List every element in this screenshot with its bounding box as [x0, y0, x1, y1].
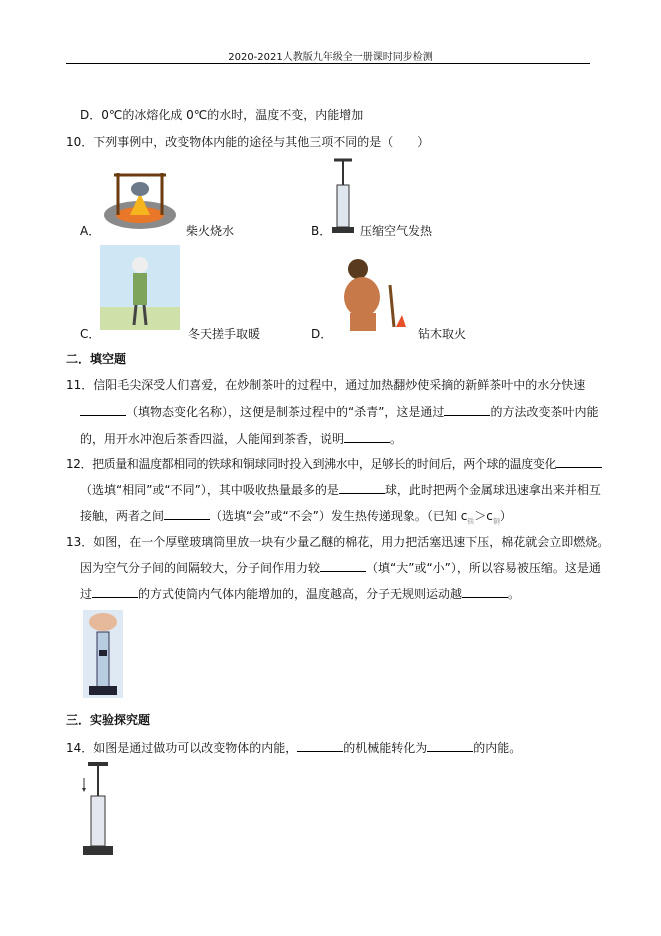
q10-option-c-letter: C．	[80, 327, 101, 341]
q12-text: 接触，两者之间	[80, 509, 165, 523]
q10-option-a-letter: A．	[80, 224, 101, 238]
q10-option-d-text: 钻木取火	[418, 327, 467, 341]
q10-option-b-text: 压缩空气发热	[360, 224, 433, 238]
q12-text: 球，此时把两个金属球迅速拿出来并相互	[384, 483, 601, 497]
q13-blank-1[interactable]	[320, 559, 366, 572]
q10-option-a-text: 柴火烧水	[186, 224, 235, 238]
page-header: 2020-2021人教版九年级全一册课时同步检测	[228, 52, 433, 63]
q12-line2	[80, 481, 601, 498]
q12-blank-2[interactable]	[339, 481, 385, 494]
glass-tube-piston-photo	[83, 610, 123, 698]
q10-option-c-text: 冬天搓手取暖	[188, 327, 261, 341]
q10-option-d-letter: D．	[311, 327, 333, 341]
q14-text: 14．如图是通过做功可以改变物体的内能，	[66, 741, 298, 755]
q13-text: 。	[508, 587, 521, 601]
q12-blank-3[interactable]	[164, 507, 210, 520]
q12-text: （选填“相同”或“不同”），其中吸收热量最多的是	[80, 483, 339, 497]
compression-igniter-image	[80, 760, 116, 858]
q12-text: 12．把质量和温度都相同的铁球和铜球同时投入到沸水中，足够长的时间后，两个球的温度变化	[66, 457, 557, 471]
q9-option-d: D．0℃的冰熔化成 0℃的水时，温度不变，内能增加	[80, 108, 364, 122]
q14-text: 的机械能转化为	[343, 741, 428, 755]
q11-blank-1[interactable]	[80, 403, 126, 416]
q13-text: 的方式使筒内气体内能增加的，温度越高，分子无规则运动越	[138, 587, 463, 601]
q11-line1: 11．信阳毛尖深受人们喜爱，在炒制茶叶的过程中，通过加热翻炒使采摘的新鲜茶叶中的水分快速	[66, 378, 586, 392]
q12-text: ＞c	[474, 509, 493, 523]
section-fill-in-blank-title: 二．填空题	[66, 352, 127, 366]
q14-text: 的内能。	[473, 741, 522, 755]
q11-blank-2[interactable]	[444, 403, 490, 416]
q11-text: 的方法改变茶叶内能	[490, 405, 599, 419]
header-rule	[66, 63, 590, 64]
q11-line2	[80, 403, 598, 420]
q13-blank-3[interactable]	[462, 585, 508, 598]
q14-line	[66, 739, 521, 756]
q12-text: ）	[499, 509, 512, 523]
q13-line1: 13．如图，在一个厚壁玻璃筒里放一块有少量乙醚的棉花，用力把活塞迅速下压，棉花就会立即燃烧。	[66, 535, 610, 549]
q10-option-b-letter: B．	[311, 224, 332, 238]
q11-blank-3[interactable]	[344, 430, 390, 443]
q13-text: 过	[80, 587, 93, 601]
q13-line3	[80, 585, 520, 602]
section-experiment-title: 三．实验探究题	[66, 713, 151, 727]
q12-subscript: 铁	[467, 517, 475, 526]
q11-line3	[80, 430, 402, 447]
campfire-kettle-image	[100, 165, 180, 235]
drilling-wood-fire-image	[330, 255, 412, 333]
air-compression-device-image	[330, 157, 356, 235]
q13-line2	[80, 559, 601, 576]
winter-rubbing-hands-image	[100, 245, 180, 330]
q12-text: （选填“会”或“不会”）发生热传递现象。（已知 c	[210, 509, 468, 523]
q11-text: 。	[390, 432, 403, 446]
q11-text: 的，用开水冲泡后茶香四溢，人能闻到茶香，说明	[80, 432, 345, 446]
q12-subscript: 铜	[492, 517, 500, 526]
q13-blank-2[interactable]	[92, 585, 138, 598]
q14-blank-2[interactable]	[427, 739, 473, 752]
q11-text: （填物态变化名称），这便是制茶过程中的“杀青”，这是通过	[126, 405, 445, 419]
q10-stem: 10．下列事例中，改变物体内能的途径与其他三项不同的是（ ）	[66, 135, 430, 149]
q14-blank-1[interactable]	[297, 739, 343, 752]
q12-blank-1[interactable]	[556, 455, 602, 468]
q13-text: 因为空气分子间的间隔较大，分子间作用力较	[80, 561, 321, 575]
q12-line3	[80, 507, 512, 526]
q13-text: （填“大”或“小”），所以容易被压缩。这是通	[366, 561, 601, 575]
q12-line1	[66, 455, 602, 472]
